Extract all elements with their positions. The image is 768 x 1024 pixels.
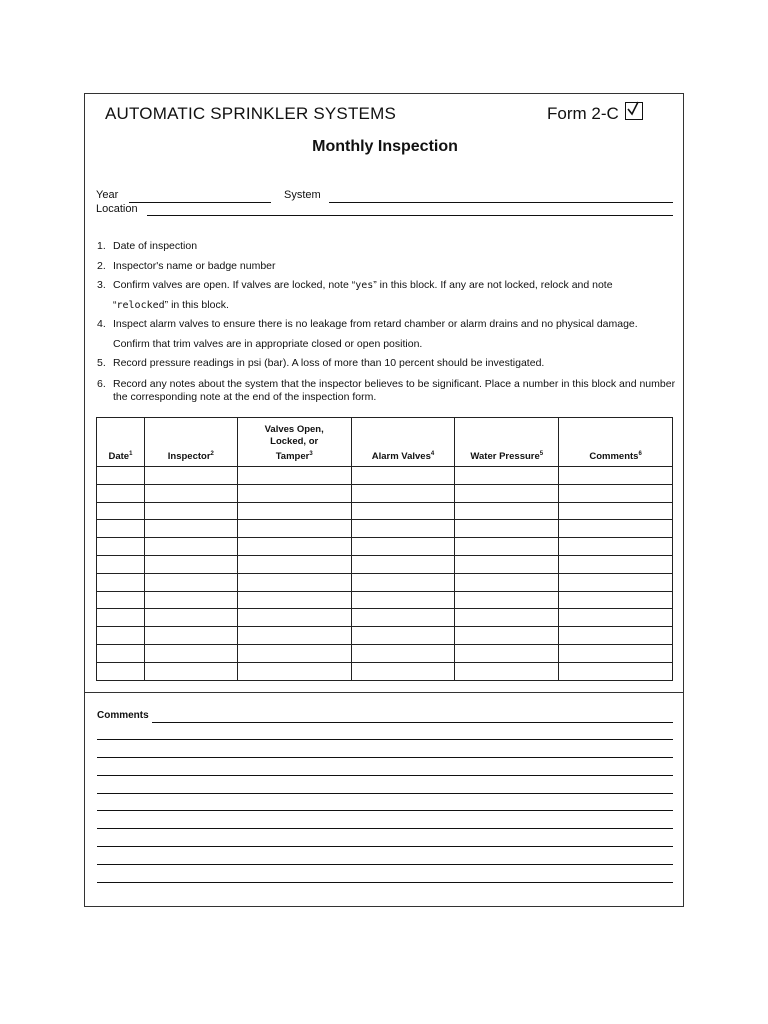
table-cell[interactable] — [455, 538, 559, 556]
table-cell[interactable] — [237, 627, 351, 645]
instruction-4-cont: Confirm that trim valves are in appropriate closed or open position. — [113, 337, 423, 350]
table-cell[interactable] — [144, 644, 237, 662]
table-cell[interactable] — [351, 609, 455, 627]
comment-line[interactable] — [97, 793, 673, 794]
table-cell[interactable] — [559, 573, 673, 591]
table-cell[interactable] — [351, 662, 455, 680]
table-cell[interactable] — [559, 555, 673, 573]
table-cell[interactable] — [237, 502, 351, 520]
comment-line[interactable] — [97, 846, 673, 847]
table-cell[interactable] — [97, 662, 145, 680]
table-cell[interactable] — [559, 627, 673, 645]
table-cell[interactable] — [351, 520, 455, 538]
table-cell[interactable] — [144, 520, 237, 538]
table-header-row — [97, 418, 673, 467]
table-cell[interactable] — [97, 573, 145, 591]
table-row — [97, 467, 673, 485]
table-row — [97, 573, 673, 591]
col-date: Date$^1$ — [97, 418, 145, 467]
table-cell[interactable] — [97, 644, 145, 662]
table-cell[interactable] — [455, 591, 559, 609]
table-cell[interactable] — [455, 662, 559, 680]
table-cell[interactable] — [97, 627, 145, 645]
table-cell[interactable] — [351, 484, 455, 502]
table-cell[interactable] — [559, 609, 673, 627]
table-cell[interactable] — [455, 502, 559, 520]
comment-line[interactable] — [97, 864, 673, 865]
system-field[interactable] — [329, 202, 673, 203]
table-cell[interactable] — [559, 538, 673, 556]
table-cell[interactable] — [351, 538, 455, 556]
instruction-4: 4. Inspect alarm valves to ensure there is no leakage from retard chamber or alarm drains and no physical damage. — [97, 318, 638, 330]
instruction-3-cont: “relocked” in this block. — [113, 298, 229, 311]
table-cell[interactable] — [455, 484, 559, 502]
comment-line[interactable] — [97, 739, 673, 740]
instruction-3: 3. Confirm valves are open. If valves are locked, note “yes” in this block. If any are not locked, relock and note — [97, 279, 613, 291]
table-cell[interactable] — [144, 538, 237, 556]
location-label: Location — [96, 203, 138, 215]
table-cell[interactable] — [559, 484, 673, 502]
col-water-pressure: Water Pressure$^5$ — [455, 418, 559, 467]
table-cell[interactable] — [144, 555, 237, 573]
table-cell[interactable] — [97, 591, 145, 609]
table-cell[interactable] — [144, 662, 237, 680]
table-cell[interactable] — [351, 627, 455, 645]
col-valves: Valves Open, Locked, or Tamper$^3$ — [237, 418, 351, 467]
inspection-log-table — [96, 417, 673, 681]
table-cell[interactable] — [455, 555, 559, 573]
table-cell[interactable] — [237, 662, 351, 680]
table-cell[interactable] — [237, 520, 351, 538]
table-cell[interactable] — [559, 662, 673, 680]
table-cell[interactable] — [237, 467, 351, 485]
table-cell[interactable] — [97, 467, 145, 485]
table-cell[interactable] — [144, 467, 237, 485]
table-body — [97, 467, 673, 681]
instructions-list — [97, 237, 677, 404]
instruction-1: 1. Date of inspection — [97, 240, 198, 252]
table-row — [97, 591, 673, 609]
comment-line[interactable] — [97, 775, 673, 776]
instruction-2: 2. Inspector's name or badge number — [97, 259, 276, 272]
table-cell[interactable] — [237, 484, 351, 502]
table-cell[interactable] — [455, 644, 559, 662]
comment-line[interactable] — [97, 828, 673, 829]
table-cell[interactable] — [97, 484, 145, 502]
comment-line[interactable] — [97, 757, 673, 758]
table-cell[interactable] — [455, 609, 559, 627]
section-divider — [85, 692, 683, 693]
table-row — [97, 538, 673, 556]
table-cell[interactable] — [144, 502, 237, 520]
table-row — [97, 502, 673, 520]
table-cell[interactable] — [237, 644, 351, 662]
table-cell[interactable] — [559, 467, 673, 485]
col-alarm-valves: Alarm Valves$^4$ — [351, 418, 455, 467]
table-cell[interactable] — [144, 591, 237, 609]
instruction-5: 5. Record pressure readings in psi (bar). A loss of more than 10 percent should be investigated. — [97, 357, 545, 369]
table-cell[interactable] — [351, 573, 455, 591]
table-cell[interactable] — [144, 573, 237, 591]
table-cell[interactable] — [455, 627, 559, 645]
table-row — [97, 555, 673, 573]
table-cell[interactable] — [97, 502, 145, 520]
table-row — [97, 644, 673, 662]
form-id-label: Form 2-C — [547, 104, 619, 123]
table-cell[interactable] — [455, 520, 559, 538]
table-cell[interactable] — [237, 573, 351, 591]
table-cell[interactable] — [144, 627, 237, 645]
table-cell[interactable] — [351, 644, 455, 662]
table-row — [97, 627, 673, 645]
table-cell[interactable] — [97, 520, 145, 538]
location-field[interactable] — [147, 215, 673, 216]
comment-line[interactable] — [97, 810, 673, 811]
table-cell[interactable] — [455, 467, 559, 485]
table-cell[interactable] — [237, 591, 351, 609]
checkbox-icon — [625, 102, 643, 120]
table-cell[interactable] — [97, 538, 145, 556]
table-cell[interactable] — [144, 484, 237, 502]
table-cell[interactable] — [351, 555, 455, 573]
instruction-6: 6. Record any notes about the system that the inspector believes to be significant. Place a number in this block and number the corresponding note at the end of the inspection form. — [97, 377, 676, 403]
table-row — [97, 520, 673, 538]
table-cell[interactable] — [351, 502, 455, 520]
table-cell[interactable] — [237, 555, 351, 573]
table-cell[interactable] — [351, 591, 455, 609]
table-cell[interactable] — [351, 467, 455, 485]
col-inspector: Inspector$^2$ — [144, 418, 237, 467]
form-frame — [84, 93, 684, 907]
col-comments: Comments$^6$ — [559, 418, 673, 467]
comment-line[interactable] — [152, 722, 673, 723]
comment-line[interactable] — [97, 882, 673, 883]
comments-label: Comments — [97, 710, 149, 721]
year-label: Year — [96, 189, 119, 201]
table-cell[interactable] — [559, 502, 673, 520]
table-cell[interactable] — [559, 591, 673, 609]
system-label: System — [284, 189, 321, 201]
form-title: AUTOMATIC SPRINKLER SYSTEMS — [105, 104, 396, 123]
table-cell[interactable] — [144, 609, 237, 627]
table-row — [97, 484, 673, 502]
form-subtitle: Monthly Inspection — [312, 138, 458, 155]
year-field[interactable] — [129, 202, 271, 203]
form-id — [547, 102, 643, 124]
table-row — [97, 609, 673, 627]
table-cell[interactable] — [97, 555, 145, 573]
table-cell[interactable] — [237, 538, 351, 556]
table-cell[interactable] — [97, 609, 145, 627]
table-cell[interactable] — [455, 573, 559, 591]
table-cell[interactable] — [559, 520, 673, 538]
table-cell[interactable] — [237, 609, 351, 627]
table-row — [97, 662, 673, 680]
table-cell[interactable] — [559, 644, 673, 662]
